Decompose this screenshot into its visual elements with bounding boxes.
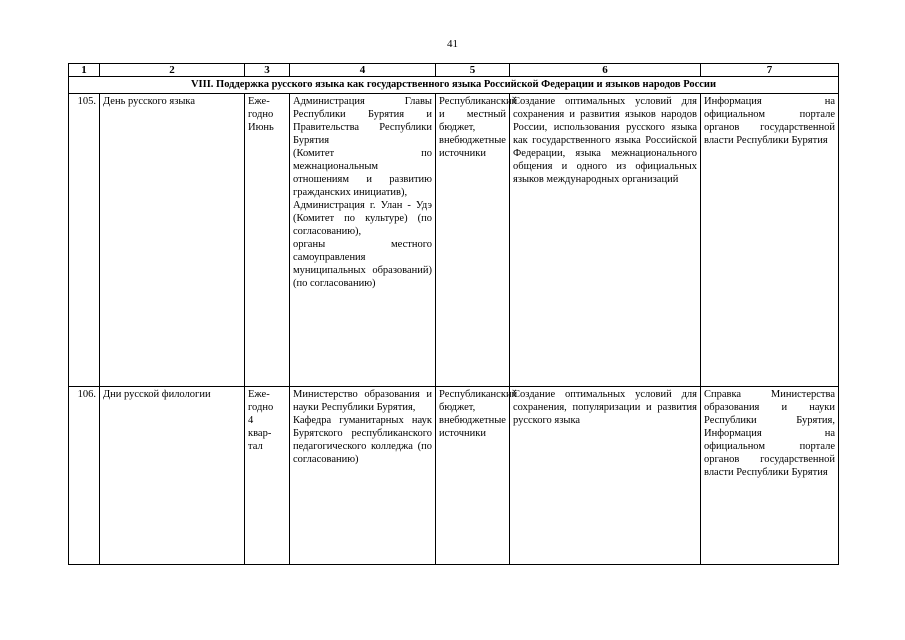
- column-header: 5: [436, 64, 510, 77]
- column-header: 1: [69, 64, 100, 77]
- column-header: 7: [701, 64, 839, 77]
- report-form: Справка Министерства образования и науки Республики Бурятия, Информация на официальном портале органов государственной власти Республики Бурятия: [701, 387, 839, 565]
- page-number: 41: [447, 38, 458, 50]
- row-number: 105.: [69, 94, 100, 387]
- column-header: 3: [245, 64, 290, 77]
- header-row: [69, 64, 839, 77]
- executors: Министерство образования и науки Республики Бурятия, Кафедра гуманитарных наук Бурятского республиканского педагогического колледжа (по согласованию): [290, 387, 436, 565]
- funding-source: Республиканский и местный бюджет, внебюджетные источники: [436, 94, 510, 387]
- row-number: 106.: [69, 387, 100, 565]
- expected-result: Создание оптимальных условий для сохранения и развития языков народов России, использования русского языка как государственного языка Российской Федерации, языка межнационального общения и одного из официальных языков международных организаций: [510, 94, 701, 387]
- column-header: 2: [100, 64, 245, 77]
- report-form: Информация на официальном портале органов государственной власти Республики Бурятия: [701, 94, 839, 387]
- column-header: 4: [290, 64, 436, 77]
- table-row: [69, 387, 839, 565]
- event-name: День русского языка: [100, 94, 245, 387]
- expected-result: Создание оптимальных условий для сохранения, популяризации и развития русского языка: [510, 387, 701, 565]
- table-row: [69, 94, 839, 387]
- executors: Администрация Главы Республики Бурятия и Правительства Республики Бурятия (Комитет по межнациональным отношениям и развитию гражданских инициатив), Администрация г. Улан - Удэ (Комитет по культуре) (по согласованию), органы местного самоуправления муниципальных образований) (по согласованию): [290, 94, 436, 387]
- activity-plan-table: [68, 63, 839, 565]
- period: Еже- годно Июнь: [245, 94, 290, 387]
- section-title: VIII. Поддержка русского языка как государственного языка Российской Федерации и языков народов России: [69, 77, 839, 94]
- event-name: Дни русской филологии: [100, 387, 245, 565]
- period: Еже- годно 4 квар- тал: [245, 387, 290, 565]
- funding-source: Республиканский бюджет, внебюджетные источники: [436, 387, 510, 565]
- column-header: 6: [510, 64, 701, 77]
- section-row: [69, 77, 839, 94]
